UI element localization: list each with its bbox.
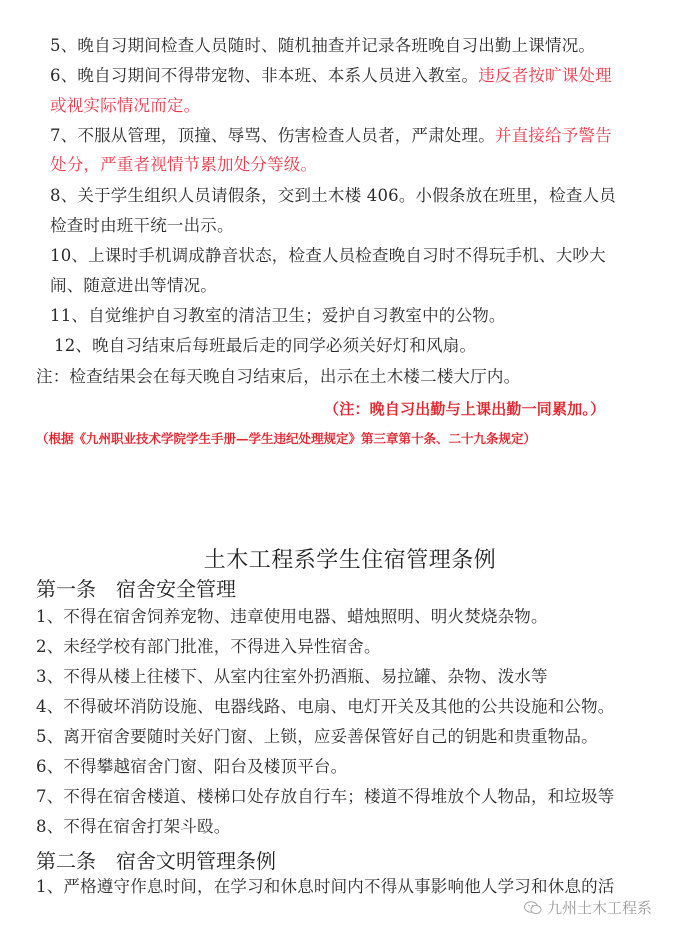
rule-item-5 <box>50 36 595 56</box>
rule-item-8-continuation: 检查时由班干统一出示。 <box>50 216 234 235</box>
article-1-item-4: 4、不得破坏消防设施、电器线路、电扇、电灯开关及其他的公共设施和公物。 <box>36 697 615 716</box>
rule-item-10 <box>50 246 606 266</box>
rule-text: 晚自习结束后每班最后走的同学必须关好灯和风扇。 <box>92 336 477 355</box>
rule-item-11 <box>50 306 506 326</box>
rule-item-8 <box>50 186 616 206</box>
rule-item-10-continuation: 闹、随意进出等情况。 <box>50 276 217 295</box>
rule-item-7 <box>50 126 612 146</box>
watermark-text: 九州土木工程系 <box>547 899 653 917</box>
article-2-heading: 第二条 宿舍文明管理条例 <box>36 849 276 873</box>
rule-number: 10、 <box>50 246 89 265</box>
article-1-item-3: 3、不得从楼上往楼下、从室内往室外扔酒瓶、易拉罐、杂物、泼水等 <box>36 667 548 686</box>
rule-number: 5、 <box>50 36 78 55</box>
rule-text: 晚自习期间不得带宠物、非本班、本系人员进入教室。 <box>77 66 479 85</box>
article-1-item-2: 2、未经学校有部门批准，不得进入异性宿舍。 <box>36 637 381 656</box>
note-red: （注：晚自习出勤与上课出勤一同累加。） <box>324 400 606 418</box>
regulation-reference: （根据《九州职业技术学院学生手册—学生违纪处理规定》第三章第十条、二十九条规定） <box>36 431 537 446</box>
article-1-item-1: 1、不得在宿舍饲养宠物、违章使用电器、蜡烛照明、明火焚烧杂物。 <box>36 607 548 626</box>
rule-item-6 <box>50 66 612 86</box>
article-2-item-1: 1、严格遵守作息时间，在学习和休息时间内不得从事影响他人学习和休息的活 <box>36 877 615 896</box>
rule-text: 自觉维护自习教室的清洁卫生；爱护自习教室中的公物。 <box>88 306 506 325</box>
rule-item-12 <box>54 336 476 356</box>
rule-item-7-continuation: 处分，严重者视情节累加处分等级。 <box>50 155 318 174</box>
rule-number: 8、 <box>50 186 78 205</box>
rule-text: 上课时手机调成静音状态，检查人员检查晚自习时不得玩手机、大吵大 <box>88 246 606 265</box>
rule-text: 晚自习期间检查人员随时、随机抽查并记录各班晚自习出勤上课情况。 <box>77 36 596 55</box>
rule-text: 关于学生组织人员请假条，交到土木楼 406。小假条放在班里，检查人员 <box>77 186 616 205</box>
rule-text: 不服从管理，顶撞、辱骂、伤害检查人员者，严肃处理。 <box>77 126 495 145</box>
watermark <box>523 897 652 918</box>
rule-number: 12、 <box>54 336 93 355</box>
article-1-item-7: 7、不得在宿舍楼道、楼梯口处存放自行车；楼道不得堆放个人物品，和垃圾等 <box>36 787 615 806</box>
article-1-item-6: 6、不得攀越宿舍门窗、阳台及楼顶平台。 <box>36 757 348 776</box>
article-1-item-8: 8、不得在宿舍打架斗殴。 <box>36 817 231 836</box>
article-1-heading: 第一条 宿舍安全管理 <box>36 577 236 601</box>
rule-number: 7、 <box>50 126 78 145</box>
penalty-text: 违反者按旷课处理 <box>478 66 612 85</box>
wechat-icon <box>523 900 543 916</box>
rule-item-6-continuation: 或视实际情况而定。 <box>50 96 201 115</box>
article-1-item-5: 5、离开宿舍要随时关好门窗、上锁，应妥善保管好自己的钥匙和贵重物品。 <box>36 727 598 746</box>
penalty-text: 并直接给予警告 <box>494 126 612 145</box>
rule-number: 6、 <box>50 66 78 85</box>
rule-number: 11、 <box>50 306 89 325</box>
page-title: 土木工程系学生住宿管理条例 <box>203 548 497 573</box>
note: 注：检查结果会在每天晚自习结束后，出示在土木楼二楼大厅内。 <box>36 367 521 386</box>
